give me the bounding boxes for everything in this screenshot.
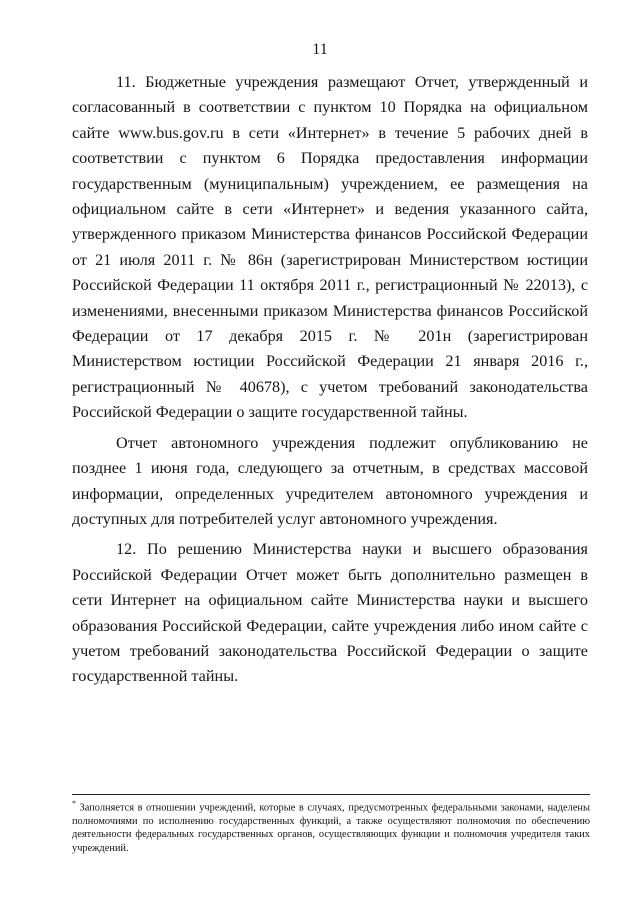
page-number: 11 [312, 41, 328, 58]
footnote [72, 794, 590, 855]
paragraph-11: 11. Бюджетные учреждения размещают Отчет, утвержденный и согласованный в соответствии с пунктом 10 Порядка на официальном сайте www.bus.gov.ru в сети «Интернет» в течение 5 рабочих дней в соответствии с пунктом 6 Порядка предоставления информации государственным (муниципальным) учреждением, ее размещения на официальном сайте в сети «Интернет» и ведения указанного сайта, утвержденного приказом Министерства финансов Российской Федерации от 21 июля 2011 г. № 86н (зарегистрирован Министерством юстиции Российской Федерации 11 октября 2011 г., регистрационный № 22013), с изменениями, внесенными приказом Министерства финансов Российской Федерации от 17 декабря 2015 г. № 201н (зарегистрирован Министерством юстиции Российской Федерации 21 января 2016 г., регистрационный № 40678), с учетом требований законодательства Российской Федерации о защите государственной тайны. [72, 73, 588, 422]
paragraph-12: 12. По решению Министерства науки и высшего образования Российской Федерации Отчет может быть дополнительно размещен в сети Интернет на официальном сайте Министерства науки и высшего образования Российской Федерации, сайте учреждения либо ином сайте с учетом требований законодательства Российской Федерации о защите государственной тайны. [72, 540, 588, 686]
footnote-marker: * [72, 799, 76, 808]
footnote-text: Заполняется в отношении учреждений, которые в случаях, предусмотренных федеральными законами, наделены полномочиями по исполнению государственных функций, а также осуществляют полномочия по обеспечению деятельности федеральных государственных органов, осуществляющих функции и полномочия учредителя таких учреждений. [72, 802, 590, 854]
paragraph-autonomous-report: Отчет автономного учреждения подлежит опубликованию не позднее 1 июня года, следующего за отчетным, в средствах массовой информации, определенных учредителем автономного учреждения и доступных для потребителей услуг автономного учреждения. [72, 433, 588, 528]
document-body [72, 70, 588, 690]
